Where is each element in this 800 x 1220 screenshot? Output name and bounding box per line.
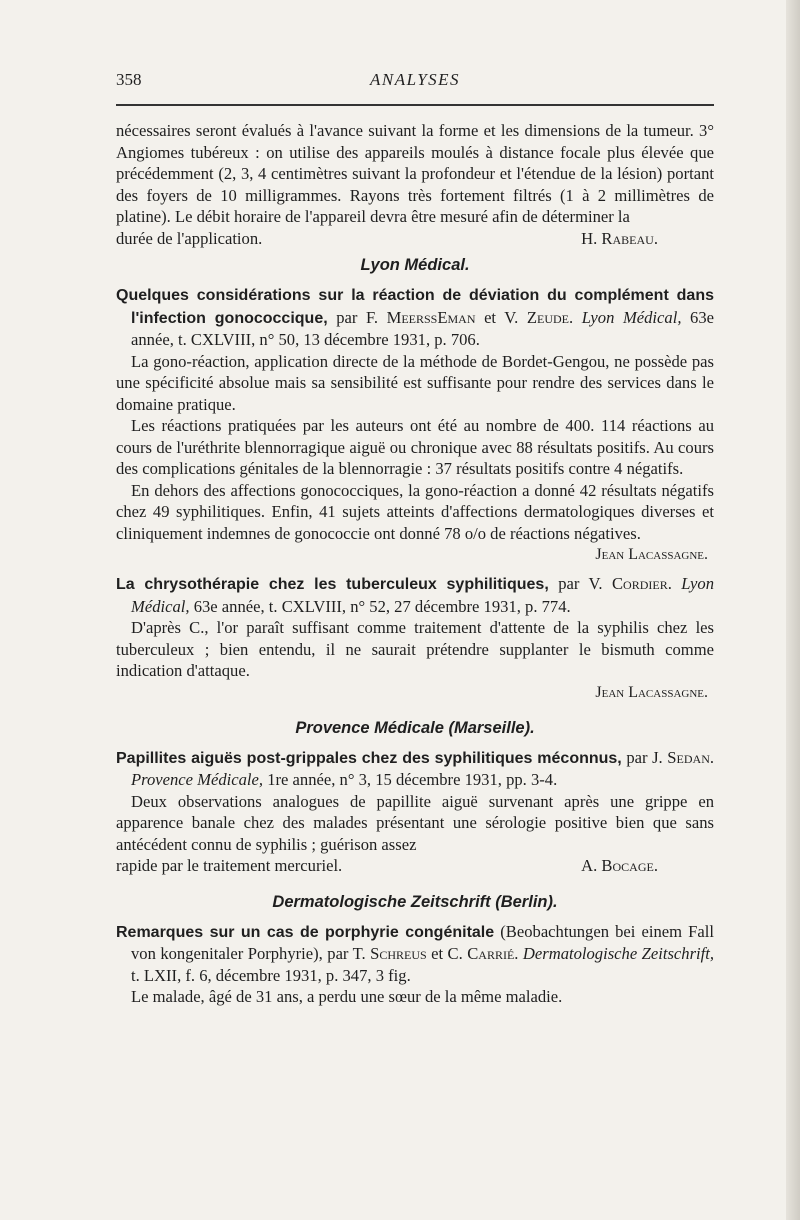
citation: 1re année, n° 3, 15 décembre 1931, pp. 3-4. xyxy=(267,770,558,789)
byline: par F. xyxy=(336,307,379,327)
intro-paragraph: nécessaires seront évalués à l'avance suivant la forme et les dimensions de la tumeur. 3° Angiomes tubéreux : on utilise des appareils moulés à distance focale plus élevée que précédemment (2, 3, 4 centimètres suivant la profondeur et l'étendue de la lésion) portant des foyers de 10 milligrammes. Rayons très fortement filtrés (1 à 2 millimètres de platine). Le débit horaire de l'appareil devra être mesuré afin de déterminer la xyxy=(116,121,714,226)
article-title: Papillites aiguës post-grippales chez des syphilitiques méconnus, xyxy=(116,749,622,767)
signature-rabeau: H. Rabeau. xyxy=(581,228,658,248)
entry-papillites xyxy=(116,747,714,877)
author-name: Carrié. xyxy=(467,944,519,963)
citation: 63e année, t. CXLVIII, n° 50, 13 décembre 1931, p. 706. xyxy=(131,307,714,349)
article-title: Quelques considérations sur la réaction de déviation du complément dans l'infection gonococcique, xyxy=(116,287,714,327)
page-edge-shadow xyxy=(786,0,800,1220)
byline-and: et V. xyxy=(484,307,519,327)
signature-lacassagne: Jean Lacassagne. xyxy=(595,683,708,701)
body-paragraph: Le malade, âgé de 31 ans, a perdu une sœur de la même maladie. xyxy=(131,987,563,1006)
entry-porphyrie xyxy=(116,921,714,1008)
page-header xyxy=(116,70,714,94)
journal-heading-lyon: Lyon Médical. xyxy=(360,256,470,274)
header-rule xyxy=(116,104,714,106)
author-name: Sedan. xyxy=(667,747,715,767)
citation: t. LXII, f. 6, décembre 1931, p. 347, 3 fig. xyxy=(131,965,411,985)
entry-head xyxy=(116,747,714,791)
body-paragraph: La gono-réaction, application directe de la méthode de Bordet-Gengou, ne possède pas une spécificité absolue mais sa sensibilité est suffisante pour rendre des services dans le domaine pratique. xyxy=(116,351,714,414)
author-name: Cordier. xyxy=(611,574,672,593)
body-paragraph: Deux observations analogues de papillite aiguë survenant après une grippe en apparence banale chez des malades présentant une sérologie positive bien que sans antécédent connu de syphilis ; guérison assez xyxy=(116,791,714,854)
byline: par J. xyxy=(626,747,663,767)
article-title: Remarques sur un cas de porphyrie congénitale xyxy=(116,923,495,941)
entry-gono-reaction xyxy=(116,284,714,565)
author-name: Zeude. xyxy=(526,307,574,327)
intro-last-text: durée de l'application. xyxy=(116,228,263,248)
page-number: 358 xyxy=(116,70,142,89)
intro-last-line xyxy=(116,228,714,250)
author-name: MeerssEman xyxy=(386,307,476,327)
body-paragraph: D'après C., l'or paraît suffisant comme traitement d'attente de la syphilis chez les tuberculeux ; bien entendu, il ne saurait prétendre supplanter le bismuth comme indication d'attaque. xyxy=(116,618,714,680)
running-title: ANALYSES xyxy=(369,70,461,89)
journal-heading-dermatologische: Dermatologische Zeitschrift (Berlin). xyxy=(272,892,558,911)
page xyxy=(116,70,714,1008)
entry-head xyxy=(116,573,714,617)
article-title: La chrysothérapie chez les tuberculeux syphilitiques, xyxy=(116,576,549,593)
body-paragraph: Les réactions pratiquées par les auteurs ont été au nombre de 400. 114 réactions au cours de l'uréthrite blennorragique aiguë ou chronique avec 88 résultats positifs. Au cours des complications génitales de la blennorragie : 37 résultats positifs contre 4 négatifs. xyxy=(116,416,714,478)
journal-ref-name: Lyon Médical, xyxy=(581,307,682,327)
citation: 63e année, t. CXLVIII, n° 52, 27 décembre 1931, p. 774. xyxy=(193,596,571,616)
author-name: Schreus xyxy=(370,944,427,963)
journal-ref-name: Dermatologische Zeitschrift, xyxy=(522,944,715,963)
journal-ref-name: Lyon Médical, xyxy=(131,574,714,616)
journal-heading-provence: Provence Médicale (Marseille). xyxy=(295,718,535,737)
article-subtitle: (Beobachtungen bei einem Fall von kongenitaler Porphyrie), par T. xyxy=(131,921,714,963)
signature-bocage: A. Bocage. xyxy=(581,856,658,875)
body-paragraph: En dehors des affections gonococciques, la gono-réaction a donné 42 résultats négatifs chez 49 syphilitiques. Enfin, 41 sujets atteints d'affections dermatologiques diverses et cliniquement indemnes de gonococcie ont donné 78 o/o de réactions négatives. xyxy=(116,480,714,543)
byline: par V. xyxy=(558,574,603,593)
signature-lacassagne: Jean Lacassagne. xyxy=(595,546,708,563)
entry-chrysotherapie xyxy=(116,573,714,703)
entry-head xyxy=(116,284,714,351)
entry-head xyxy=(116,921,714,987)
journal-ref-name: Provence Médicale, xyxy=(131,770,264,789)
papillites-last-text: rapide par le traitement mercuriel. xyxy=(116,856,343,875)
byline-and: et C. xyxy=(431,944,463,963)
papillites-last-line xyxy=(116,855,714,877)
